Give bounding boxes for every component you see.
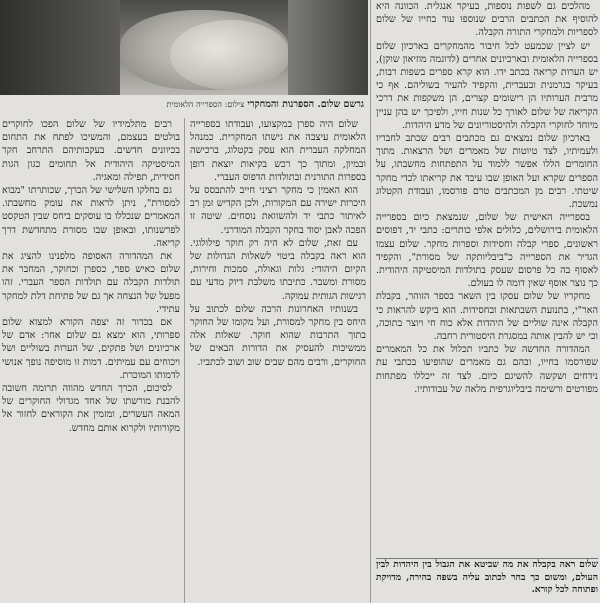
paragraph: הוא האמין כי מחקר רציני חייב להתבסס על היכרות ישירה עם המקורות, ולכן הקדיש זמן רב לאיתור כתבי יד ולהשוואת נוסחים. שיטה זו הפכה לאבן יסוד בחקר הקבלה המודרני. [190,185,366,236]
article-column-left [2,118,180,603]
portrait-photo [0,0,368,95]
photo-hands-highlight [170,20,290,90]
paragraph: בארכיון שלום נמצאים גם מכתבים רבים שכתב לחבריו ולעמיתיו, לצד טיוטות של מאמרים ושל הרצאות. מתוך החומרים הללו אפשר ללמוד על התפתחות מחשבתו, על הספרים שקרא ועל האופן שבו עיבד את קריאתו לכדי מחקר שיטתי. רבים מן המכתבים טרם פורסמו, ועבודת הקטלוג נמשכת. [376,133,598,211]
article-column-right [376,0,598,603]
paragraph: מהלכים גם לשפות נוספות, בעיקר אנגלית. הכוונה היא להוסיף את הכתבים הרבים שנוספו עוד בחייו של שלום לספריות ולמחקרי התורה הקבלה. [376,1,598,39]
paragraph: מחקריו של שלום עסקו בין השאר בספר הזוהר, בקבלת האר"י, בתנועת השבתאות ובחסידות. הוא ביקש להראות כי הקבלה אינה שוליים של היהדות אלא כוח חי ויוצר בתוכה, וכי יש להבין אותה במסגרת היסטורית רחבה. [376,291,598,343]
photo-sleeve-right [288,0,368,95]
paragraph: שלום היה ספרן במקצועו, ועבודתו בספרייה הלאומית עיצבה את גישתו המחקרית. כמנהל המחלקה העברית הוא עסק בקטלוג, ברכישה ובמיון, ומתוך כך רכש בקיאות יוצאת דופן בספרות התורנית ובתולדות הדפוס העברי. [190,119,366,183]
photo-caption [4,98,364,112]
column-divider-right [370,0,371,603]
paragraph: המהדורה החדשה של כתביו תכלול את כל המאמרים שפורסמו בחייו, ובהם גם מאמרים שהופיעו בכתבי עת נידחים ושקשה להשיגם כיום. לצד זה ייכללו מפתחות מפורטים ורשימה ביבליוגרפית מלאה של עבודותיו. [376,344,598,395]
paragraph: יש לציין שכמעט לכל חיבור מהמחקרים בארכיון שלום בספרייה הלאומית ובארכיונים אחרים (לדוגמה מוזיאון שוקן), יש הערות קריאה בכתב ידו. הוא קרא ספרים בשפות רבות, בעיקר בגרמנית ובעברית, והקפיד להעיר בשוליהם. אף כי מרבית הערותיו הן רישומים קצרים, הן משקפות את דרכי הקריאה של שלום לאורך כל שנות חייו, ולפיכך יש בהן עניין מיוחד לחוקרי הקבלה ולהיסטוריונים של מדע היהדות. [376,40,598,131]
column-divider-left [184,118,185,603]
caption-text: גרשם שלום. הספרנות והמחקרי [247,99,364,110]
caption-credit: צילום: הספרייה הלאומית [166,100,245,109]
paragraph: אם בכדור זה יצפה הקורא למצוא שלום ספרותי, הוא ימצא גם שלום אחר: אדם של ארכיונים ושל פתקים, של הערות בשוליים ושל ויכוחים עם עמיתים. דמות זו מוסיפה נופך אנושי לדמותו המוכרת. [2,317,180,381]
paragraph: רבים מתלמידיו של שלום הפכו לחוקרים בולטים בעצמם, והמשיכו לפתח את התחום בכיוונים חדשים. בעקבותיהם התרחב חקר המיסטיקה היהודית אל תחומים כגון הגות חסידית, תפילה ומאגיה. [2,119,180,183]
paragraph: גם בחלקו השלישי של הכרך, שכותרתו "מבוא למסורת", ניתן לראות את עומק מחשבתו. המאמרים שנכללו בו עוסקים ביחס שבין הטקסט לפרשנותו, ובאופן שבו מסורת מתחדשת דרך קריאה. [2,185,180,249]
photo-sleeve-left [0,0,120,95]
paragraph: בספרייה האישית של שלום, שנמצאת כיום בספרייה הלאומית בירושלים, כלולים אלפי כותרים: כתבי יד, דפוסים ראשונים, ספרי קבלה וחסידות וספרות מחקר. שלום עצמו הגדיר את הספרייה כ"ביבליותקה של מסורת", והקפיד לאסוף בה כל פרסום שעסק בתולדות המיסטיקה היהודית. כך נוצר אוסף שאין דומה לו בעולם. [376,212,598,290]
paragraph: את המהדורה האסופה מלפנינו להציג את שלום כאיש ספר, כספרן וכחוקר, המחבר את תולדות הקבלה עם תולדות הספר העברי. זהו מפעל של הנצחה אך גם של פתיחת דלת למחקר עתידי. [2,251,180,315]
bottom-note: שלום ראה בקבלה את מה שביטא את הגבול בין היהדות לבין העולם, ומשום כך בחר לכתוב עליה בשפה בהירה, מדויקת ופתוחה לכל קורא. [376,558,598,603]
paragraph: עם זאת, שלום לא היה רק חוקר פילולוגי. הוא ראה בקבלה ביטוי לשאלות הגדולות של הקיום היהודי: גלות וגאולה, סמכות וחירות, מסורת ומשבר. כתיבתו משלבת דיוק מדעי עם רגישות הגותית עמוקה. [190,237,366,302]
paragraph: בשנותיו האחרונות הרבה שלום לכתוב על היחס בין מחקר למסורת, ועל מקומו של החוקר בתוך התרבות שהוא חוקר. שאלות אלה ממשיכות להעסיק את הדורות הבאים של החוקרים, ורבים מהם שבים שוב ושוב לכתביו. [190,303,366,368]
paragraph: לסיכום, הכרך החדש מהווה תרומה חשובה להבנת מורשתו של אחד מגדולי החוקרים של המאה העשרים, ומזמין את הקוראים לחזור אל מקורותיו ולקרוא אותם מחדש. [2,383,180,434]
article-column-middle [190,118,366,603]
